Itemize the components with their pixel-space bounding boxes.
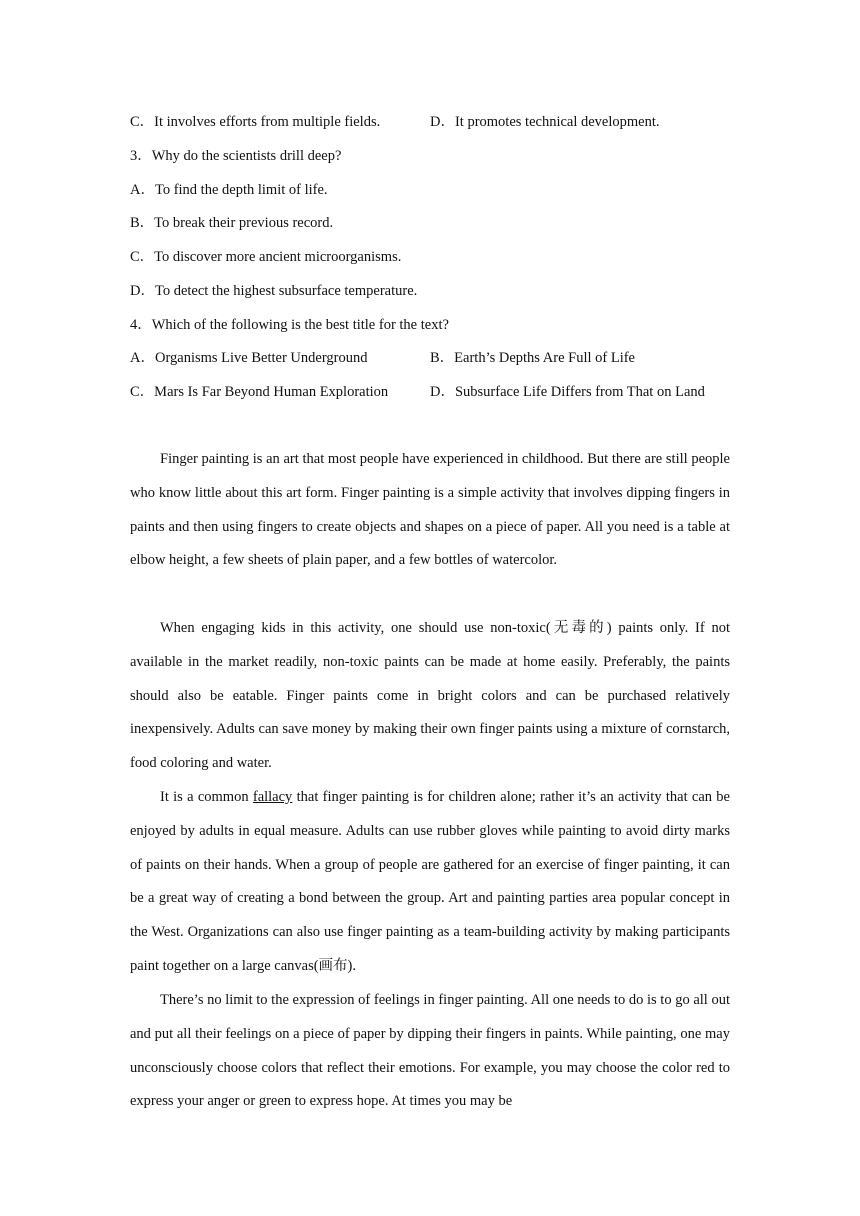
underlined-word-fallacy: fallacy	[252, 789, 293, 805]
passage-paragraph-3	[130, 781, 730, 984]
p3-text-before: It is a common	[160, 789, 253, 805]
q3-stem: 3．Why do the scientists drill deep?	[130, 148, 342, 164]
passage-paragraph-2: When engaging kids in this activity, one should use non-toxic(无毒的) paints only. If not available in the market readily, non-toxic paints can be made at home easily. Preferably, the paints should also be eatable. Finger paints come in bright colors and can be purchased relatively inexpensively. Adults can save money by making their own finger paints using a mixture of cornstarch, food coloring and water.	[130, 620, 730, 772]
q2-option-c: C．It involves efforts from multiple fields.	[130, 114, 381, 130]
q4-stem: 4．Which of the following is the best title for the text?	[130, 317, 449, 333]
q2-option-d: D．It promotes technical development.	[430, 114, 660, 130]
q4-option-c: C．Mars Is Far Beyond Human Exploration	[130, 384, 389, 400]
q3-option-d: D．To detect the highest subsurface temperature.	[130, 283, 418, 299]
q3-option-b: B．To break their previous record.	[130, 215, 334, 231]
passage-paragraph-4: There’s no limit to the expression of feelings in finger painting. All one needs to do is to go all out and put all their feelings on a piece of paper by dipping their fingers in paints. While painting, one may unconsciously choose colors that reflect their emotions. For example, you may choose the color red to express your anger or green to express hope. At times you may be	[130, 992, 730, 1110]
q3-option-c: C．To discover more ancient microorganisms.	[130, 249, 402, 265]
p3-text-after: that finger painting is for children alone; rather it’s an activity that can be enjoyed by adults in equal measure. Adults can use rubber gloves while painting to avoid dirty marks of paints on their hands. When a group of people are gathered for an exercise of finger painting, it can be a great way of creating a bond between the group. Art and painting parties area popular concept in the West. Organizations can also use finger painting as a team-building activity by making participants paint together on a large canvas(画布).	[130, 789, 730, 974]
q4-option-b: B．Earth’s Depths Are Full of Life	[430, 350, 635, 366]
q4-option-a: A．Organisms Live Better Underground	[130, 350, 368, 366]
passage-paragraph-1: Finger painting is an art that most people have experienced in childhood. But there are still people who know little about this art form. Finger painting is a simple activity that involves dipping fingers in paints and then using fingers to create objects and shapes on a piece of paper. All you need is a table at elbow height, a few sheets of plain paper, and a few bottles of watercolor.	[130, 451, 730, 569]
q3-option-a: A．To find the depth limit of life.	[130, 182, 328, 198]
q4-option-d: D．Subsurface Life Differs from That on Land	[430, 384, 705, 400]
